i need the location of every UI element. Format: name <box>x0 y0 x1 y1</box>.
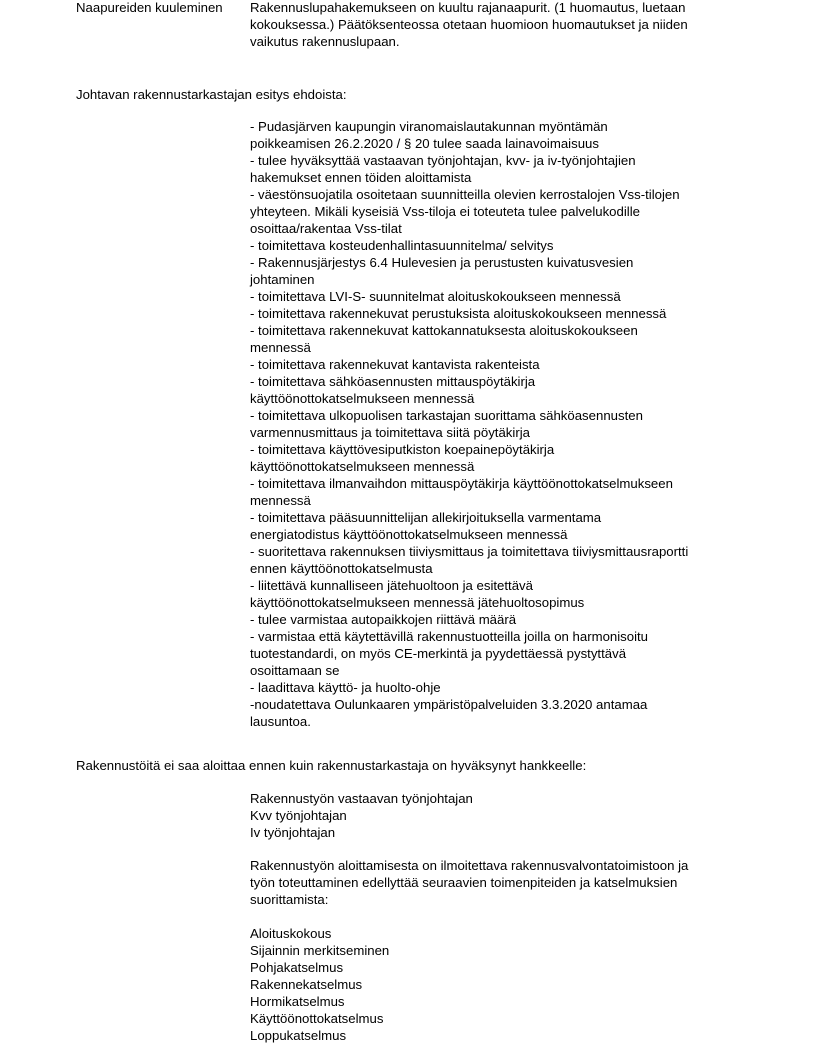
condition-line: - varmistaa että käytettävillä rakennustuotteilla joilla on harmonisoitu <box>250 629 649 644</box>
condition-line: poikkeamisen 26.2.2020 / § 20 tulee saada lainavoimaisuus <box>250 136 599 151</box>
condition-line: -noudatettava Oulunkaaren ympäristöpalveluiden 3.3.2020 antamaa <box>250 697 648 712</box>
condition-line: mennessä <box>250 340 311 355</box>
inspection-item: Sijainnin merkitseminen <box>250 943 390 958</box>
condition-line: ennen käyttöönottokatselmusta <box>250 561 433 576</box>
condition-line: lausuntoa. <box>250 714 311 729</box>
notice-line: Rakennustyön aloittamisesta on ilmoitettava rakennusvalvontatoimistoon ja <box>250 858 689 873</box>
condition-line: - suoritettava rakennuksen tiiviysmittaus ja toimitettava tiiviysmittausraportti <box>250 544 689 559</box>
foreman-item: Rakennustyön vastaavan työnjohtajan <box>250 791 473 806</box>
condition-line: - toimitettava rakennekuvat perustuksista aloituskokoukseen mennessä <box>250 306 667 321</box>
condition-line: tuotestandardi, on myös CE-merkintä ja pyydettäessä pystyttävä <box>250 646 627 661</box>
inspection-item: Pohjakatselmus <box>250 960 344 975</box>
inspection-item: Aloituskokous <box>250 926 332 941</box>
condition-line: - laadittava käyttö- ja huolto-ohje <box>250 680 441 695</box>
condition-line: - toimitettava rakennekuvat kantavista rakenteista <box>250 357 540 372</box>
foreman-item: Iv työnjohtajan <box>250 825 336 840</box>
condition-line: - toimitettava kosteudenhallintasuunnitelma/ selvitys <box>250 238 554 253</box>
neighbors-label: Naapureiden kuuleminen <box>76 0 223 15</box>
inspection-item: Käyttöönottokatselmus <box>250 1011 384 1026</box>
notice-line: työn toteuttaminen edellyttää seuraavien toimenpiteiden ja katselmuksien <box>250 875 678 890</box>
inspections-list <box>250 925 750 1044</box>
proposal-conditions <box>250 118 750 730</box>
approval-heading: Rakennustöitä ei saa aloittaa ennen kuin rakennustarkastaja on hyväksynyt hankkeelle: <box>76 758 587 773</box>
condition-line: - toimitettava käyttövesiputkiston koepainepöytäkirja <box>250 442 555 457</box>
inspection-item: Loppukatselmus <box>250 1028 347 1043</box>
text-line: vaikutus rakennuslupaan. <box>250 34 400 49</box>
condition-line: - toimitettava sähköasennusten mittauspöytäkirja <box>250 374 536 389</box>
condition-line: käyttöönottokatselmukseen mennessä <box>250 459 475 474</box>
condition-line: - tulee varmistaa autopaikkojen riittävä määrä <box>250 612 517 627</box>
condition-line: käyttöönottokatselmukseen mennessä <box>250 391 475 406</box>
condition-line: - tulee hyväksyttää vastaavan työnjohtajan, kvv- ja iv-työnjohtajien <box>250 153 636 168</box>
neighbors-text <box>250 0 750 50</box>
condition-line: energiatodistus käyttöönottokatselmukseen mennessä <box>250 527 568 542</box>
condition-line: yhteyteen. Mikäli kyseisiä Vss-tiloja ei toteuteta tulee palvelukodille <box>250 204 640 219</box>
condition-line: - väestönsuojatila osoitetaan suunnitteilla olevien kerrostalojen Vss-tilojen <box>250 187 680 202</box>
condition-line: - toimitettava ilmanvaihdon mittauspöytäkirja käyttöönottokatselmukseen <box>250 476 673 491</box>
condition-line: varmennusmittaus ja toimitettava siitä pöytäkirja <box>250 425 530 440</box>
foremen-list <box>250 790 750 841</box>
notice-paragraph <box>250 857 750 908</box>
proposal-heading: Johtavan rakennustarkastajan esitys ehdoista: <box>76 87 347 102</box>
condition-line: - Pudasjärven kaupungin viranomaislautakunnan myöntämän <box>250 119 608 134</box>
condition-line: - Rakennusjärjestys 6.4 Hulevesien ja perustusten kuivatusvesien <box>250 255 634 270</box>
condition-line: - toimitettava LVI-S- suunnitelmat aloituskokoukseen mennessä <box>250 289 621 304</box>
text-line: Rakennuslupahakemukseen on kuultu rajanaapurit. (1 huomautus, luetaan <box>250 0 686 15</box>
condition-line: osoittamaan se <box>250 663 340 678</box>
condition-line: - toimitettava rakennekuvat kattokannatuksesta aloituskokoukseen <box>250 323 638 338</box>
condition-line: - liitettävä kunnalliseen jätehuoltoon ja esitettävä <box>250 578 533 593</box>
text-line: kokouksessa.) Päätöksenteossa otetaan huomioon huomautukset ja niiden <box>250 17 688 32</box>
inspection-item: Hormikatselmus <box>250 994 345 1009</box>
condition-line: johtaminen <box>250 272 315 287</box>
inspection-item: Rakennekatselmus <box>250 977 363 992</box>
condition-line: - toimitettava pääsuunnittelijan allekirjoituksella varmentama <box>250 510 602 525</box>
condition-line: osoittaa/rakentaa Vss-tilat <box>250 221 402 236</box>
condition-line: hakemukset ennen töiden aloittamista <box>250 170 472 185</box>
notice-line: suorittamista: <box>250 892 329 907</box>
condition-line: käyttöönottokatselmukseen mennessä jätehuoltosopimus <box>250 595 585 610</box>
condition-line: mennessä <box>250 493 311 508</box>
foreman-item: Kvv työnjohtajan <box>250 808 347 823</box>
condition-line: - toimitettava ulkopuolisen tarkastajan suorittama sähköasennusten <box>250 408 643 423</box>
